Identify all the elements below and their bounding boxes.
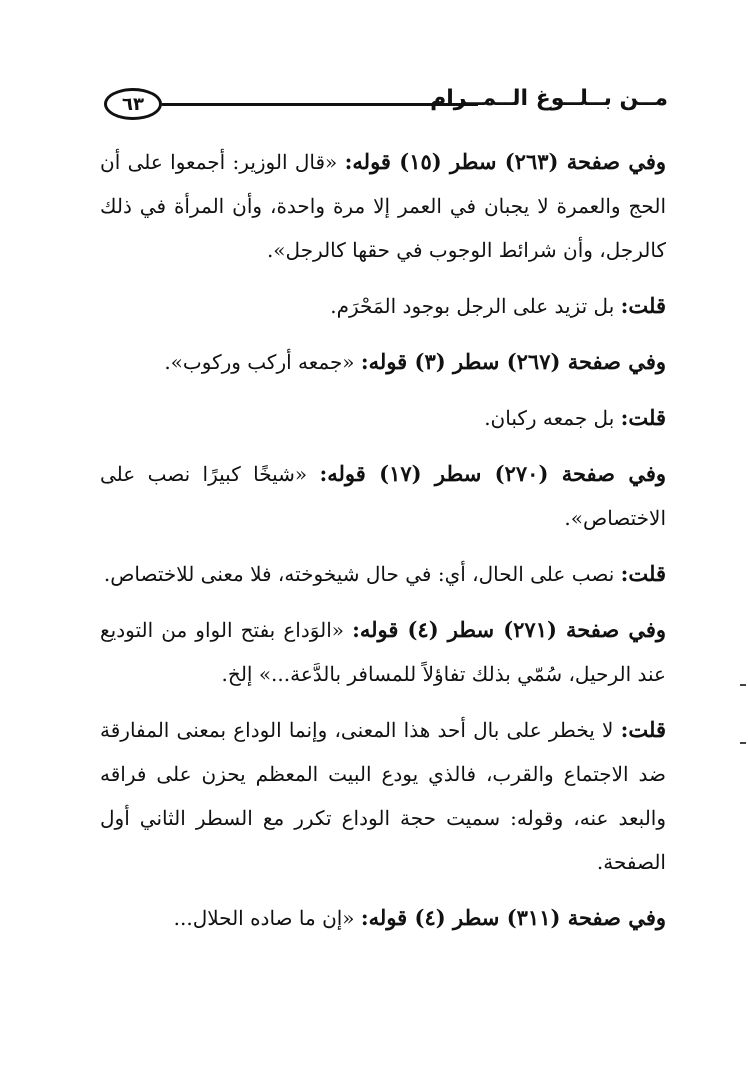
entry-text: «قال الوزير: أجمعوا على أن الحج والعمرة لا يجبان في العمر إلا مرة واحدة، وأن المرأة في ذلك كالرجل، وأن شرائط الوجوب في حقها كالرجل».	[100, 150, 666, 262]
page-number: ٦٣	[104, 88, 162, 120]
scan-mark	[740, 742, 746, 744]
entry-text: «الوَداع بفتح الواو من التوديع عند الرحيل، سُمّي بذلك تفاؤلاً للمسافر بالدَّعة...» إلخ.	[100, 618, 666, 686]
running-title: مــن بــلــوغ الــمــرام	[430, 86, 668, 111]
paragraph-9	[100, 896, 666, 940]
comment-text: لا يخطر على بال أحد هذا المعنى، وإنما الوداع بمعنى المفارقة ضد الاجتماع والقرب، فالذي يودع البيت المعظم يحزن على فراقه والبعد عنه، وقوله: سميت حجة الوداع تكرر مع السطر الثاني أول الصفحة.	[100, 718, 666, 874]
paragraph-5	[100, 452, 666, 540]
entry-lead: وفي صفحة (٢٦٧) سطر (٣) قوله:	[360, 349, 666, 374]
page-body	[100, 140, 666, 952]
paragraph-7	[100, 608, 666, 696]
paragraph-1	[100, 140, 666, 272]
paragraph-3	[100, 340, 666, 384]
entry-lead: وفي صفحة (٣١١) سطر (٤) قوله:	[360, 905, 666, 930]
entry-lead: وفي صفحة (٢٧١) سطر (٤) قوله:	[352, 617, 667, 642]
paragraph-4	[100, 396, 666, 440]
entry-lead: وفي صفحة (٢٧٠) سطر (١٧) قوله:	[319, 461, 667, 486]
comment-lead: قلت:	[620, 561, 666, 586]
paragraph-8	[100, 708, 666, 884]
entry-lead: وفي صفحة (٢٦٣) سطر (١٥) قوله:	[344, 149, 667, 174]
comment-lead: قلت:	[620, 717, 666, 742]
comment-lead: قلت:	[620, 405, 666, 430]
scan-mark	[740, 684, 746, 686]
entry-text: «إن ما صاده الحلال...	[173, 906, 361, 930]
entry-text: «شيخًا كبيرًا نصب على الاختصاص».	[100, 462, 666, 530]
comment-text: بل تزيد على الرجل بوجود المَحْرَم.	[330, 294, 621, 318]
comment-text: بل جمعه ركبان.	[484, 406, 621, 430]
comment-lead: قلت:	[620, 293, 666, 318]
paragraph-2	[100, 284, 666, 328]
paragraph-6	[100, 552, 666, 596]
comment-text: نصب على الحال، أي: في حال شيخوخته، فلا معنى للاختصاص.	[103, 562, 621, 586]
page-header	[104, 84, 668, 124]
entry-text: «جمعه أركب وركوب».	[164, 350, 361, 374]
